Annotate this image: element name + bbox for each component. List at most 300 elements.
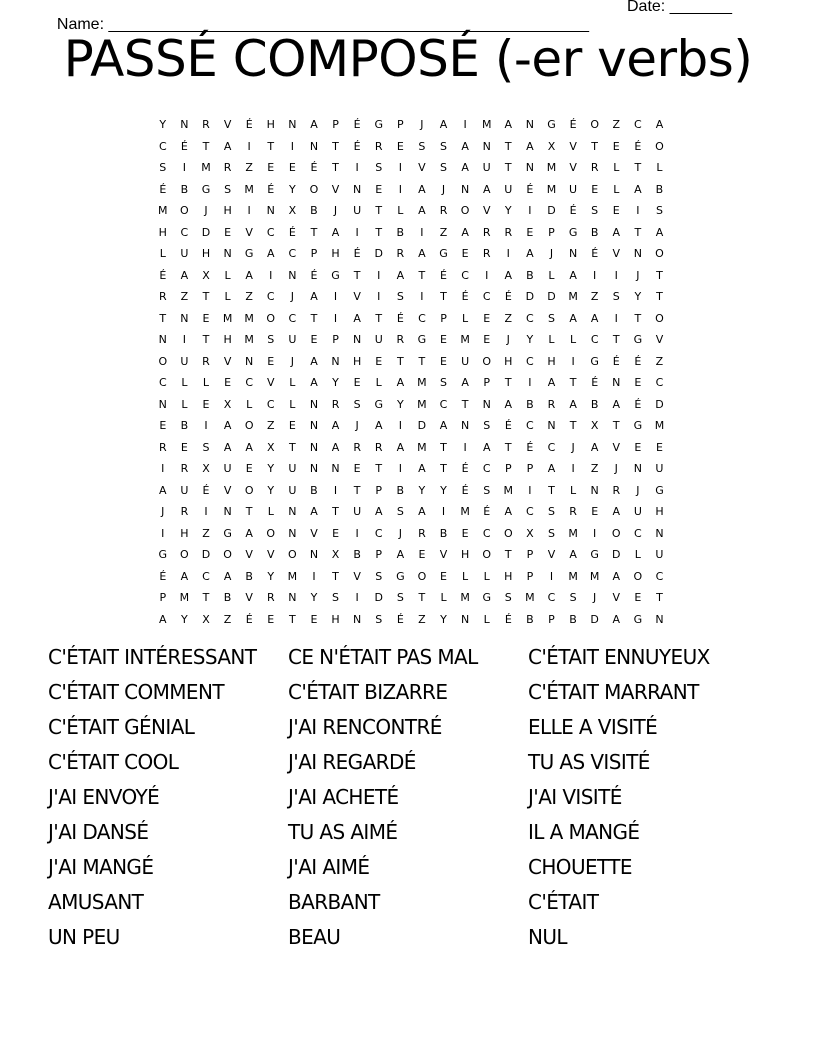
grid-letter: I bbox=[182, 161, 187, 175]
grid-letter: B bbox=[590, 225, 599, 239]
grid-letter: G bbox=[158, 548, 168, 562]
grid-letter: S bbox=[375, 612, 383, 626]
grid-letter: É bbox=[310, 268, 318, 282]
grid-letter: E bbox=[634, 440, 642, 454]
grid-letter: I bbox=[398, 182, 402, 196]
grid-letter: B bbox=[526, 612, 534, 626]
grid-letter: S bbox=[569, 591, 577, 605]
grid-letter: T bbox=[332, 161, 339, 175]
grid-letter: É bbox=[461, 462, 469, 476]
grid-letter: U bbox=[374, 333, 383, 347]
grid-letter: I bbox=[420, 225, 424, 239]
grid-letter: O bbox=[460, 204, 470, 218]
grid-letter: É bbox=[591, 247, 599, 261]
grid-letter: Y bbox=[288, 182, 296, 196]
grid-letter: É bbox=[569, 204, 577, 218]
grid-letter: P bbox=[332, 333, 339, 347]
grid-letter: A bbox=[223, 569, 232, 583]
grid-letter: J bbox=[636, 268, 640, 282]
grid-letter: Y bbox=[181, 612, 188, 626]
grid-letter: É bbox=[396, 311, 404, 325]
grid-letter: M bbox=[481, 118, 492, 132]
grid-letter: A bbox=[569, 311, 577, 325]
grid-letter: É bbox=[159, 569, 167, 583]
grid-letter: E bbox=[591, 182, 599, 196]
grid-letter: É bbox=[612, 354, 620, 368]
grid-letter: R bbox=[223, 161, 232, 175]
grid-letter: O bbox=[655, 311, 664, 325]
word-list-item: J'AI AIMÉ bbox=[288, 855, 370, 879]
grid-letter: D bbox=[201, 548, 211, 562]
grid-letter: T bbox=[375, 225, 383, 239]
grid-letter: T bbox=[202, 290, 210, 304]
grid-letter: M bbox=[179, 591, 190, 605]
grid-letter: D bbox=[417, 419, 427, 433]
grid-letter: T bbox=[353, 268, 361, 282]
grid-letter: É bbox=[504, 419, 512, 433]
word-search-grid bbox=[152, 114, 670, 630]
grid-letter: A bbox=[396, 440, 405, 454]
word-list-item: J'AI ACHETÉ bbox=[288, 785, 399, 809]
grid-letter: I bbox=[333, 483, 338, 497]
grid-letter: H bbox=[223, 333, 232, 347]
grid-row bbox=[152, 157, 670, 179]
grid-letter: J bbox=[571, 440, 575, 454]
grid-letter: I bbox=[355, 225, 359, 239]
grid-letter: P bbox=[440, 311, 447, 325]
grid-letter: M bbox=[568, 290, 578, 304]
grid-letter: J bbox=[441, 182, 446, 196]
grid-letter: H bbox=[504, 569, 513, 583]
grid-letter: Y bbox=[634, 290, 642, 304]
grid-letter: U bbox=[180, 247, 189, 261]
grid-letter: É bbox=[245, 118, 253, 132]
grid-letter: H bbox=[353, 354, 362, 368]
grid-letter: R bbox=[504, 225, 513, 239]
grid-letter: R bbox=[590, 161, 599, 175]
grid-row bbox=[152, 114, 670, 136]
grid-letter: N bbox=[353, 612, 362, 626]
grid-row bbox=[152, 286, 670, 308]
grid-letter: U bbox=[223, 462, 232, 476]
grid-letter: J bbox=[290, 354, 294, 368]
word-list-item: BARBANT bbox=[288, 890, 380, 914]
word-list-item: C'ÉTAIT GÉNIAL bbox=[48, 715, 195, 739]
grid-letter: A bbox=[331, 225, 340, 239]
grid-letter: U bbox=[353, 204, 362, 218]
grid-letter: E bbox=[440, 354, 447, 368]
grid-letter: S bbox=[224, 182, 232, 196]
grid-letter: V bbox=[245, 225, 253, 239]
word-list-item: CE N'ÉTAIT PAS MAL bbox=[288, 645, 478, 669]
grid-letter: H bbox=[201, 247, 211, 261]
grid-letter: A bbox=[310, 290, 318, 304]
grid-letter: A bbox=[223, 440, 232, 454]
grid-letter: V bbox=[439, 548, 448, 562]
grid-letter: C bbox=[180, 225, 189, 239]
grid-letter: X bbox=[590, 419, 599, 433]
grid-letter: X bbox=[331, 548, 340, 562]
grid-letter: N bbox=[309, 139, 319, 153]
grid-letter: O bbox=[266, 311, 276, 325]
grid-letter: C bbox=[590, 333, 599, 347]
grid-letter: Z bbox=[223, 612, 232, 626]
grid-letter: B bbox=[223, 591, 232, 605]
grid-letter: M bbox=[244, 311, 254, 325]
grid-letter: S bbox=[547, 311, 555, 325]
grid-letter: C bbox=[526, 311, 534, 325]
grid-letter: H bbox=[504, 354, 513, 368]
grid-letter: V bbox=[267, 376, 275, 390]
grid-letter: A bbox=[504, 118, 513, 132]
grid-letter: O bbox=[655, 139, 664, 153]
grid-letter: E bbox=[353, 462, 361, 476]
grid-letter: U bbox=[482, 161, 491, 175]
grid-letter: G bbox=[374, 118, 383, 132]
grid-letter: E bbox=[245, 462, 253, 476]
grid-letter: C bbox=[526, 354, 534, 368]
grid-letter: I bbox=[398, 462, 402, 476]
grid-letter: A bbox=[461, 376, 469, 390]
grid-letter: I bbox=[614, 311, 618, 325]
grid-letter: Y bbox=[440, 483, 447, 497]
grid-letter: É bbox=[353, 247, 361, 261]
grid-letter: L bbox=[656, 161, 663, 175]
grid-letter: S bbox=[547, 505, 555, 519]
grid-letter: B bbox=[526, 397, 534, 411]
grid-letter: A bbox=[612, 505, 621, 519]
grid-letter: Z bbox=[418, 612, 426, 626]
grid-row bbox=[152, 566, 670, 588]
grid-letter: A bbox=[223, 139, 232, 153]
grid-letter: L bbox=[397, 204, 404, 218]
grid-letter: G bbox=[331, 268, 340, 282]
grid-letter: N bbox=[288, 591, 297, 605]
grid-letter: T bbox=[159, 311, 167, 325]
grid-letter: E bbox=[375, 182, 383, 196]
grid-letter: I bbox=[485, 268, 489, 282]
grid-letter: A bbox=[590, 440, 599, 454]
grid-letter: S bbox=[353, 397, 361, 411]
grid-letter: A bbox=[612, 569, 621, 583]
grid-letter: T bbox=[634, 225, 642, 239]
grid-letter: R bbox=[158, 440, 167, 454]
grid-letter: C bbox=[266, 225, 275, 239]
grid-letter: U bbox=[180, 354, 189, 368]
grid-letter: C bbox=[202, 569, 210, 583]
grid-letter: N bbox=[309, 462, 319, 476]
grid-letter: I bbox=[398, 419, 402, 433]
grid-letter: L bbox=[181, 397, 188, 411]
grid-letter: E bbox=[634, 376, 642, 390]
grid-letter: E bbox=[483, 311, 491, 325]
grid-letter: V bbox=[310, 526, 318, 540]
grid-letter: C bbox=[634, 526, 642, 540]
grid-letter: A bbox=[180, 268, 189, 282]
grid-letter: X bbox=[202, 462, 210, 476]
grid-letter: U bbox=[504, 182, 513, 196]
grid-letter: A bbox=[504, 505, 513, 519]
grid-letter: I bbox=[549, 569, 554, 583]
grid-letter: G bbox=[244, 247, 254, 261]
grid-letter: M bbox=[546, 161, 557, 175]
grid-letter: I bbox=[355, 526, 359, 540]
grid-letter: T bbox=[332, 139, 339, 153]
grid-letter: R bbox=[331, 397, 340, 411]
grid-letter: H bbox=[158, 225, 167, 239]
grid-letter: O bbox=[244, 419, 254, 433]
grid-letter: V bbox=[612, 591, 621, 605]
grid-letter: B bbox=[439, 526, 448, 540]
grid-letter: E bbox=[267, 354, 275, 368]
grid-letter: A bbox=[159, 483, 167, 497]
grid-letter: L bbox=[548, 333, 555, 347]
grid-row bbox=[152, 351, 670, 373]
grid-letter: Y bbox=[267, 569, 275, 583]
grid-letter: E bbox=[461, 247, 469, 261]
grid-letter: A bbox=[418, 247, 426, 261]
grid-letter: J bbox=[161, 505, 165, 519]
grid-letter: E bbox=[591, 505, 599, 519]
grid-letter: R bbox=[353, 440, 361, 454]
grid-letter: G bbox=[223, 526, 232, 540]
grid-letter: S bbox=[396, 290, 404, 304]
grid-letter: L bbox=[613, 182, 620, 196]
grid-letter: I bbox=[204, 419, 208, 433]
grid-letter: S bbox=[504, 591, 512, 605]
grid-letter: É bbox=[353, 139, 361, 153]
grid-letter: U bbox=[288, 483, 297, 497]
grid-letter: E bbox=[526, 225, 534, 239]
grid-letter: T bbox=[656, 268, 663, 282]
grid-letter: É bbox=[159, 268, 167, 282]
grid-row bbox=[152, 415, 670, 437]
grid-letter: A bbox=[482, 182, 491, 196]
grid-letter: A bbox=[504, 397, 513, 411]
grid-letter: N bbox=[460, 182, 470, 196]
grid-letter: T bbox=[288, 612, 296, 626]
grid-letter: X bbox=[547, 139, 556, 153]
grid-row bbox=[152, 480, 670, 502]
grid-letter: L bbox=[440, 591, 447, 605]
grid-letter: I bbox=[269, 268, 273, 282]
grid-letter: L bbox=[289, 397, 296, 411]
grid-letter: N bbox=[547, 419, 556, 433]
grid-letter: G bbox=[482, 591, 491, 605]
grid-letter: D bbox=[547, 290, 556, 304]
grid-letter: I bbox=[377, 268, 381, 282]
grid-letter: O bbox=[309, 182, 319, 196]
grid-letter: A bbox=[439, 419, 448, 433]
word-list-item: IL A MANGÉ bbox=[528, 820, 640, 844]
grid-letter: A bbox=[310, 354, 318, 368]
grid-letter: V bbox=[655, 333, 664, 347]
grid-letter: E bbox=[418, 548, 426, 562]
grid-letter: L bbox=[224, 290, 231, 304]
grid-letter: M bbox=[244, 333, 254, 347]
grid-letter: N bbox=[309, 440, 319, 454]
grid-letter: V bbox=[353, 569, 361, 583]
grid-letter: C bbox=[655, 569, 664, 583]
grid-letter: H bbox=[547, 354, 556, 368]
grid-letter: I bbox=[614, 268, 618, 282]
grid-letter: I bbox=[463, 118, 467, 132]
grid-letter: V bbox=[547, 548, 556, 562]
grid-letter: N bbox=[525, 161, 534, 175]
grid-letter: M bbox=[158, 204, 168, 218]
grid-letter: X bbox=[202, 268, 210, 282]
grid-letter: É bbox=[180, 139, 188, 153]
grid-letter: E bbox=[267, 612, 275, 626]
grid-letter: É bbox=[569, 118, 577, 132]
grid-row bbox=[152, 501, 670, 523]
grid-letter: O bbox=[266, 526, 276, 540]
grid-letter: I bbox=[377, 290, 381, 304]
grid-letter: A bbox=[569, 548, 577, 562]
grid-letter: E bbox=[634, 591, 642, 605]
grid-letter: L bbox=[375, 376, 382, 390]
grid-letter: T bbox=[440, 462, 447, 476]
word-list-item: NUL bbox=[528, 925, 567, 949]
grid-letter: Z bbox=[504, 311, 513, 325]
grid-letter: B bbox=[180, 182, 189, 196]
grid-letter: Z bbox=[245, 161, 253, 175]
grid-letter: T bbox=[504, 376, 512, 390]
grid-letter: C bbox=[439, 397, 448, 411]
grid-letter: D bbox=[655, 397, 664, 411]
grid-letter: É bbox=[353, 118, 361, 132]
grid-letter: N bbox=[223, 505, 232, 519]
grid-letter: A bbox=[439, 118, 448, 132]
grid-letter: T bbox=[504, 440, 512, 454]
grid-letter: Y bbox=[267, 462, 275, 476]
grid-letter: É bbox=[440, 268, 447, 282]
grid-letter: L bbox=[289, 376, 296, 390]
grid-letter: T bbox=[418, 354, 426, 368]
grid-letter: P bbox=[375, 548, 383, 562]
grid-letter: T bbox=[504, 139, 512, 153]
grid-letter: V bbox=[245, 591, 253, 605]
grid-letter: R bbox=[202, 118, 210, 132]
grid-letter: C bbox=[547, 440, 556, 454]
grid-letter: I bbox=[441, 505, 446, 519]
grid-letter: A bbox=[655, 118, 664, 132]
grid-row bbox=[152, 437, 670, 459]
grid-letter: S bbox=[396, 505, 404, 519]
grid-letter: E bbox=[440, 569, 447, 583]
grid-letter: U bbox=[461, 354, 470, 368]
word-list-item: J'AI MANGÉ bbox=[48, 855, 154, 879]
grid-letter: É bbox=[504, 290, 512, 304]
grid-letter: E bbox=[483, 333, 491, 347]
grid-letter: S bbox=[375, 569, 383, 583]
grid-letter: C bbox=[482, 526, 491, 540]
grid-letter: C bbox=[158, 376, 167, 390]
grid-letter: B bbox=[396, 225, 405, 239]
grid-letter: T bbox=[569, 419, 577, 433]
grid-letter: I bbox=[636, 204, 640, 218]
grid-letter: C bbox=[288, 311, 297, 325]
grid-letter: T bbox=[591, 139, 599, 153]
grid-letter: Z bbox=[590, 290, 599, 304]
grid-letter: E bbox=[461, 526, 469, 540]
grid-letter: E bbox=[288, 419, 296, 433]
grid-letter: T bbox=[310, 311, 318, 325]
word-list-item: TU AS VISITÉ bbox=[528, 750, 650, 774]
grid-letter: L bbox=[202, 376, 210, 390]
grid-letter: G bbox=[633, 333, 643, 347]
grid-letter: A bbox=[331, 419, 340, 433]
grid-letter: A bbox=[634, 182, 642, 196]
grid-letter: C bbox=[482, 462, 491, 476]
grid-letter: A bbox=[418, 204, 426, 218]
grid-row bbox=[152, 609, 670, 631]
grid-letter: S bbox=[547, 526, 555, 540]
grid-letter: E bbox=[440, 333, 447, 347]
grid-letter: H bbox=[331, 247, 340, 261]
grid-letter: A bbox=[569, 397, 577, 411]
grid-letter: O bbox=[655, 247, 664, 261]
word-list-item: C'ÉTAIT COOL bbox=[48, 750, 179, 774]
word-list-item: UN PEU bbox=[48, 925, 120, 949]
grid-letter: N bbox=[353, 182, 362, 196]
grid-row bbox=[152, 372, 670, 394]
grid-letter: É bbox=[461, 290, 469, 304]
grid-row bbox=[152, 523, 670, 545]
grid-letter: C bbox=[526, 505, 534, 519]
grid-letter: G bbox=[633, 419, 643, 433]
grid-row bbox=[152, 587, 670, 609]
grid-letter: I bbox=[204, 505, 208, 519]
grid-letter: I bbox=[290, 139, 294, 153]
grid-letter: N bbox=[158, 333, 167, 347]
grid-letter: E bbox=[310, 612, 318, 626]
grid-letter: A bbox=[374, 419, 383, 433]
grid-letter: O bbox=[244, 483, 254, 497]
grid-letter: T bbox=[504, 161, 512, 175]
grid-letter: A bbox=[353, 311, 361, 325]
grid-letter: E bbox=[375, 354, 383, 368]
grid-letter: N bbox=[331, 462, 340, 476]
grid-letter: B bbox=[245, 569, 253, 583]
grid-letter: A bbox=[310, 118, 318, 132]
grid-letter: C bbox=[418, 311, 426, 325]
grid-letter: A bbox=[461, 225, 469, 239]
grid-letter: L bbox=[246, 397, 253, 411]
grid-letter: M bbox=[589, 569, 600, 583]
grid-letter: R bbox=[396, 333, 405, 347]
word-list-item: ELLE A VISITÉ bbox=[528, 715, 658, 739]
grid-letter: T bbox=[267, 139, 275, 153]
grid-letter: L bbox=[462, 311, 469, 325]
grid-letter: J bbox=[290, 290, 294, 304]
grid-letter: É bbox=[526, 440, 534, 454]
grid-letter: É bbox=[310, 161, 318, 175]
grid-letter: P bbox=[310, 247, 318, 261]
grid-letter: A bbox=[396, 548, 405, 562]
grid-letter: A bbox=[180, 569, 189, 583]
grid-letter: M bbox=[568, 526, 578, 540]
word-list bbox=[48, 644, 768, 959]
grid-letter: R bbox=[266, 591, 275, 605]
grid-letter: M bbox=[654, 419, 665, 433]
grid-letter: V bbox=[418, 161, 426, 175]
word-list-item: C'ÉTAIT MARRANT bbox=[528, 680, 699, 704]
grid-letter: M bbox=[525, 591, 535, 605]
grid-letter: N bbox=[460, 419, 470, 433]
grid-letter: T bbox=[418, 591, 426, 605]
grid-letter: T bbox=[656, 591, 663, 605]
